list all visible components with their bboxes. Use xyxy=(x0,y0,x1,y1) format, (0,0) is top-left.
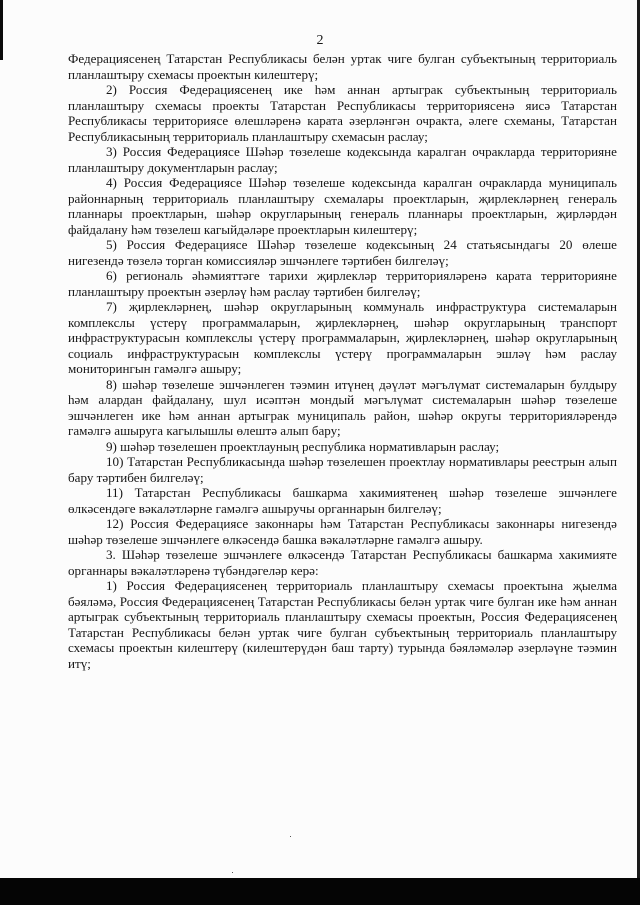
page-number: 2 xyxy=(316,33,324,48)
scan-edge-bottom xyxy=(0,878,640,905)
document-body xyxy=(68,51,617,671)
paragraph: 12) Россия Федерациясе законнары һәм Татарстан Республикасы законнары нигезендә шәһәр төзелеше эшчәнлеге өлкәсендә башка вәкаләтләрне гамәлгә ашыру. xyxy=(68,516,617,547)
scan-speck xyxy=(290,836,291,837)
paragraph: 3) Россия Федерациясе Шәһәр төзелеше кодексында каралган очракларда территорияне планлаштыру документларын раслау; xyxy=(68,144,617,175)
paragraph: 9) шәһәр төзелешен проектлауның республика нормативларын раслау; xyxy=(106,438,500,454)
paragraph: 7) җирлекләрнең, шәһәр округларының коммуналь инфраструктура системаларын комплекслы үстерү программаларын, җирлекләрнең, шәһәр округларының транспорт инфраструктурасын комплекслы үстерү программаларын, җирлекләрнең, шәһәр округларының социаль инфраструктурасын комплекслы үстерү программаларын эшләү һәм раслау мониторингын гамәлгә ашыру; xyxy=(68,299,617,376)
paragraph: 6) региональ әһәмияттәге тарихи җирлекләр территорияләренә карата территорияне планлаштыру проектын әзерләү һәм раслау тәртибен билгеләү; xyxy=(68,268,617,299)
paragraph: 4) Россия Федерациясе Шәһәр төзелеше кодексында каралган очракларда муниципаль районнарның территориаль планлаштыру схемалары проектларын, җирлекләрнең генераль планнары проектларын, шәһәр округларының генераль планнары проектларын, җирләрдән файдалану һәм төзелеш кагыйдәләре проектларын килештерү; xyxy=(68,175,617,237)
paragraph: 10) Татарстан Республикасында шәһәр төзелешен проектлау нормативлары реестрын алып бару тәртибен билгеләү; xyxy=(68,454,617,485)
scan-edge-left xyxy=(0,0,3,60)
paragraph: 5) Россия Федерациясе Шәһәр төзелеше кодексының 24 статьясындагы 20 өлеше нигезендә төзелә торган комиссияләр эшчәнлеге тәртибен билгеләү; xyxy=(68,237,617,268)
paragraph: 8) шәһәр төзелеше эшчәнлеген тәэмин итүнең дәүләт мәгълүмат системаларын булдыру һәм алардан файдалану, шул исәптән мондый мәгълүмат системаларын шәһәр төзелеше эшчәнлеген ике һәм аннан артыграк муниципаль район, шәһәр округы территорияләрендә гамәлгә ашыруга кагылышлы өлештә алып бару; xyxy=(68,376,617,438)
scan-speck xyxy=(232,872,233,873)
paragraph: 1) Россия Федерациясенең территориаль планлаштыру схемасы проектына җыелма бәяләмә, Россия Федерациясенең Татарстан Республикасы белән уртак чиге булган ике һәм аннан артыграк субъектының территориаль планлаштыру схемасы проектын, Россия Федерациясенең Татарстан Республикасы белән уртак чиге булган субъектының территориаль планлаштыру схемасы проектын килештерү (килештерүдән баш тарту) турында бәяләмәләр әзерләүне тәэмин итү; xyxy=(68,578,617,671)
paragraph: 11) Татарстан Республикасы башкарма хакимиятенең шәһәр төзелеше эшчәнлеге өлкәсендәге вәкаләтләрне гамәлгә ашыручы органнарын билгеләү; xyxy=(68,485,617,516)
paragraph: Федерациясенең Татарстан Республикасы белән уртак чиге булган субъектының территориаль планлаштыру схемасы проектын килештерү; xyxy=(68,51,617,82)
paragraph: 3. Шәһәр төзелеше эшчәнлеге өлкәсендә Татарстан Республикасы башкарма хакимияте органнары вәкаләтләренә түбәндәгеләр керә: xyxy=(68,547,617,578)
paragraph: 2) Россия Федерациясенең ике һәм аннан артыграк субъектының территориаль планлаштыру схемасы проекты Татарстан Республикасы территориясенә яисә Татарстан Республикасы территориясе өлешләренә карата әзерләнгән очракта, әлеге схеманы, Татарстан Республикасының территориаль планлаштыру схемасын раслау; xyxy=(68,82,617,144)
